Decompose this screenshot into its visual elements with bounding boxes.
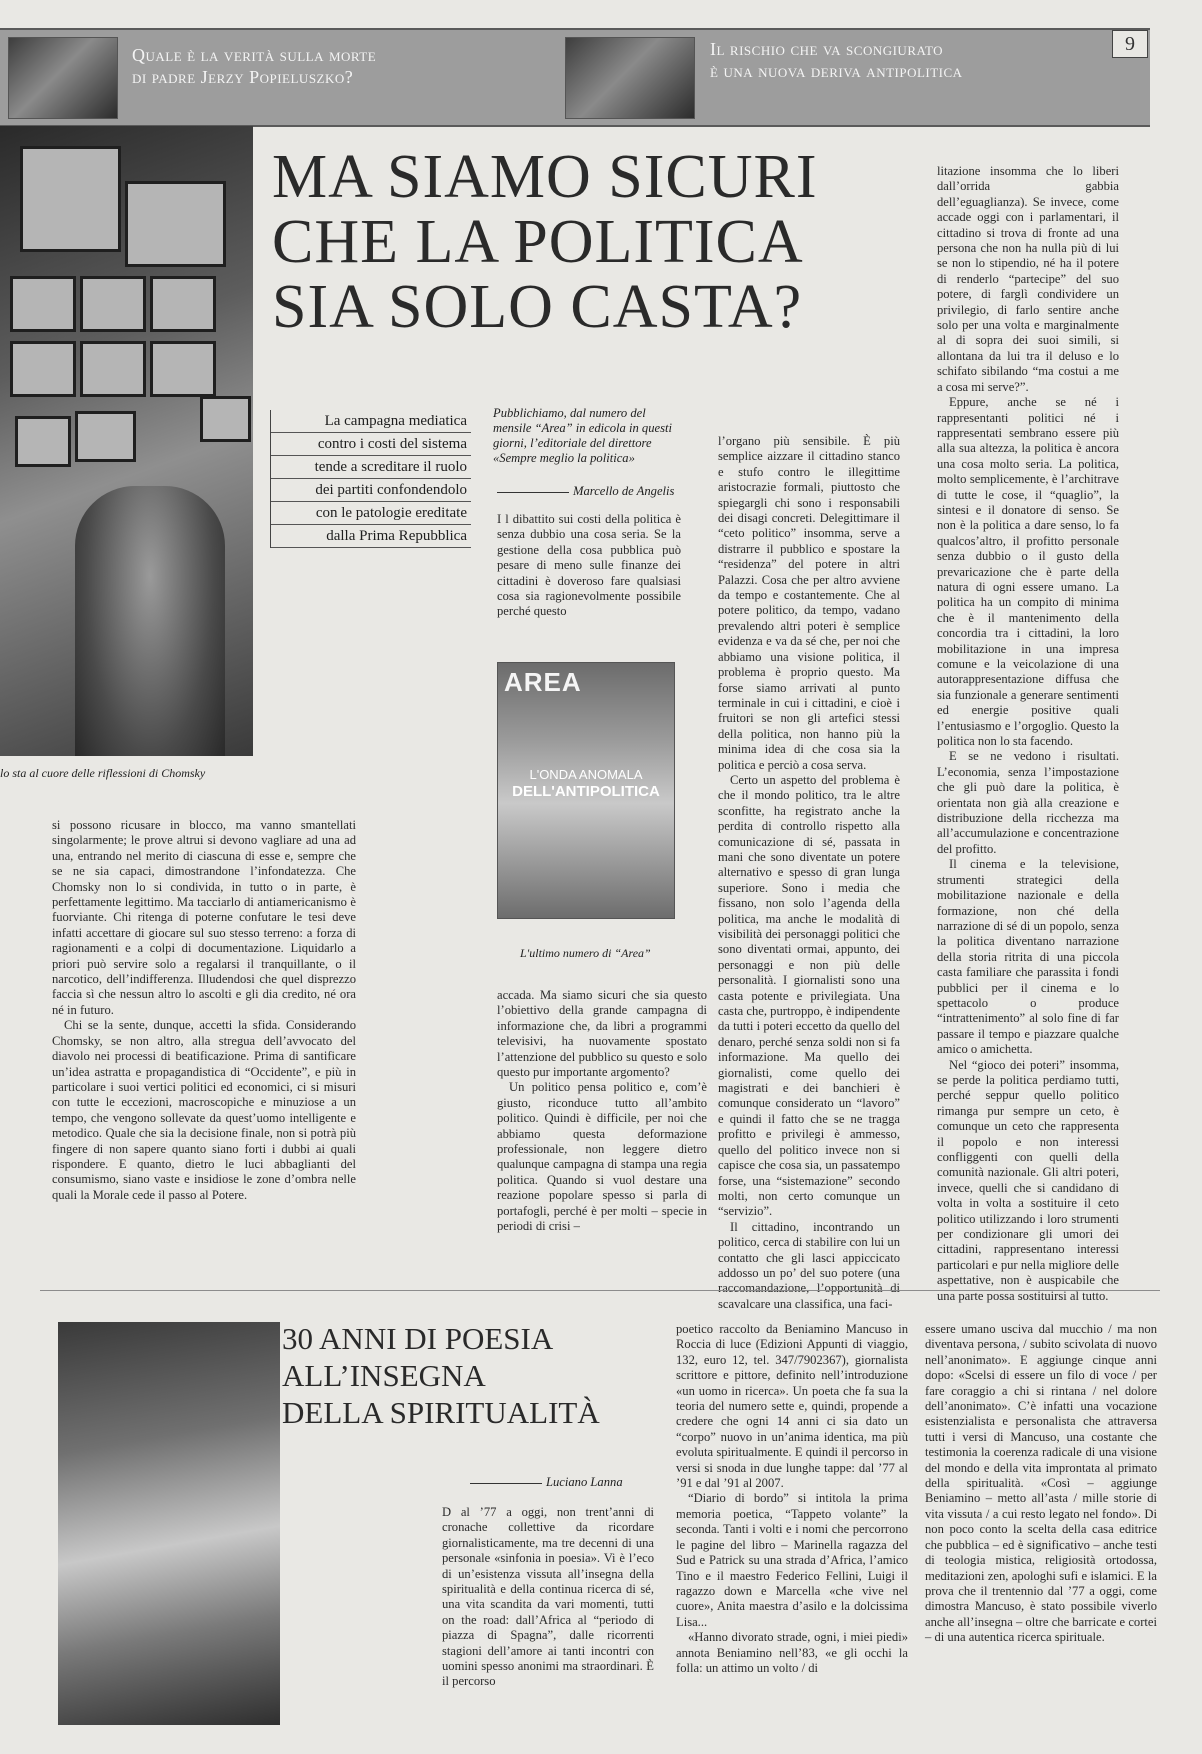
headline-line1: MA SIAMO SICURI (272, 143, 818, 211)
column-1 (52, 818, 356, 1203)
paragraph: “Diario di bordo” si intitola la prima memoria poetica, “Tappeto volante” la seconda. Tanti i volti e i nomi che percorrono le pagine del libro – Marinella ragazza del Sud e Patrick su una strada d’Africa, l’amico Tino e il maestro Federico Fellini, Luigi il ragazzo down e Marcella «che vive nel cuore», Anita maestra d’asilo e la dolcissima Lisa... (676, 1491, 908, 1629)
cover-title-line1: L'ONDA ANOMALA (529, 767, 643, 782)
control-room-photo (0, 126, 253, 756)
paragraph: Certo un aspetto del problema è che il mondo politico, tra le altre sconfitte, ha registrato anche la perdita di controllo rispetto alla comunicazione di sé, passata in mani che sono diventate un potere alternativo e spesso di gran lunga superiore. Sono i media che fissano, non solo l’agenda della politica, ma anche le modalità di visibilità dei personaggi politici che sono diventati ormai, appunto, dei personaggi e non più delle personalità. I giornalisti sono una casta potente e privilegiata. Una casta che, purtroppo, è indipendente da tutti i poteri eccetto da quello del denaro, perché senza soldi non si fa informazione. Ma quello dei giornalisti, come quello dei magistrati e dei banchieri è comunque considerato un “lavoro” e quindi il fatto che se ne tragga profitto e privilegi è ammesso, quello del politico invece non si capisce che cosa sia, un passatempo forse, una “sistemazione” secondo molti, non certo comunque un “servizio”. (718, 772, 900, 1219)
article-kicker (270, 410, 471, 548)
page-header-band (0, 28, 1150, 127)
poetry-byline: Luciano Lanna (470, 1475, 623, 1490)
teaser-right-line2: è una nuova deriva antipolitica (710, 61, 963, 81)
paragraph: si possono ricusare in blocco, ma vanno smantellati singolarmente; le prove altrui si devono vagliare ad una ad una, entrando nel merito di ciascuna di esse e, sempre che se ne sia capaci, dimostrandone l’infondatezza. Che Chomsky non lo si condivida, in tutto o in parte, è perfettamente legittimo. Ma tacciarlo di antiamericanismo è fuorviante. Chi ritenga di poterne confutare le tesi deve infatti accettare di giocare sul suo stesso terreno: a forza di ragionamenti e a colpi di documentazione. Liquidarlo a priori può servire solo a regalarsi il tranquillante, o il narcotico, dell’indifferenza. Illudendosi che quel disprezzo faccia sì che nessun altro lo ascolti e gli dia credito, né ora né in futuro. (52, 818, 356, 1017)
poetry-column-1 (442, 1505, 654, 1690)
paragraph: accada. Ma siamo sicuri che sia questo l’obiettivo della grande campagna di informazione che, da libri a programmi televisivi, ha nuovamente spostato l’attenzione del pubblico su questo e solo questo pur importante argomento? (497, 988, 707, 1080)
teaser-right-line1: Il rischio che va scongiurato (710, 39, 944, 59)
headline-line2: CHE LA POLITICA (272, 208, 804, 276)
hands-photo (58, 1322, 280, 1725)
paragraph: litazione insomma che lo liberi dall’orrida gabbia dell’eguaglianza). Se invece, come accade oggi con i parlamentari, il cittadino si trova di fronte ad una persona che non ha nulla più di lui se non lo stipendio, né ha il potere di renderlo “partecipe” del suo potere, di farglì condividere un privilegio, di farlo sentire anche solo per una volta e marginalmente al di sopra dei suoi simili, si allontana da lui tra il deluso e lo schifato sibilando “ma costui a me a cosa mi serve?”. (937, 164, 1119, 394)
column-2-bottom (497, 988, 707, 1235)
photo-caption: lo sta al cuore delle riflessioni di Chomsky (0, 766, 206, 780)
portrait-thumbnail (8, 37, 118, 119)
column-2-top (497, 512, 681, 620)
article-byline: Marcello de Angelis (497, 484, 674, 499)
paragraph: D al ’77 a oggi, non trent’anni di cronache collettive da ricordare giornalisticamente, ma tre decenni di una personale «sinfonia in poesia». Vi è l’eco di un’esistenza vissuta all’insegna della spiritualità e della continua ricerca di sé, una vita scandita da vari momenti, tutti on the road: dall’Africa al “periodo di piazza di Spagna”, dalle ricorrenti stagioni dell’amore ai tanti incontri con uomini spesso anonimi ma straordinari. È il percorso (442, 1505, 654, 1689)
paragraph: l’organo più sensibile. È più semplice aizzare il cittadino stanco e stufo contro le illegittime aristocrazie formali, piuttosto che spiegargli chi sono i responsabili dei disagi concreti. Delegittimare il “ceto politico” insomma, serve a distrarre il pubblico e spostare la “residenza” del potere in altri Palazzi. Cosa che per altro avviene da tempo e costantemente. Che al potere politico, da tempo, vadano prevalendo altri poteri è semplice evidenza e va da sé che, per noi che abbiamo una visione politica, il problema è proprio questo. Ma forse siamo arrivati al punto terminale in cui i cittadini, e cioè i fruitori se non gli artefici stessi della politica, non hanno più la minima idea di che cosa sia la politica e perciò a cosa serva. (718, 434, 900, 772)
section-divider (40, 1290, 1160, 1291)
paragraph: Nel “gioco dei poteri” insomma, se perde la politica perdiamo tutti, perché seppur quello politico rimanga pur sempre un ceto, è comunque un ceto che rappresenta il popolo e non interessi confliggenti con quelli della comunità nazionale. Gli altri poteri, invece, quelli che si candidano di volta in volta a sostituire il ceto politico utilizzando i loro strumenti per condizionare gli umori dei cittadini, rappresentano interessi particolari e pur nella migliore delle aspettative, non è auspicabile che una parte possa sostituirsi al tutto. (937, 1057, 1119, 1303)
kicker-line: contro i costi del sistema (271, 433, 471, 456)
paragraph: Il cinema e la televisione, strumenti strategici della mobilitazione nazionale e della formazione, non ché della narrazione di sé di un popolo, senza la politica diventano narrazione della storia ritrita di una piccola casta familiare che parassita i fondi pubblici per il cinema e lo spettacolo o produce “intrattenimento” al solo fine di far passare il tempo e piazzare qualche amico o amichetta. (937, 857, 1119, 1057)
teaser-right[interactable] (710, 38, 1090, 82)
paragraph: «Hanno divorato strade, ogni, i miei piedi» annota Beniamino nell’83, «e gli occhi la folla: un attimo un volto / di (676, 1630, 908, 1675)
paragraph: Chi se la sente, dunque, accetti la sfida. Considerando Chomsky, se non altro, alla stregua dell’avvocato del diavolo nei processi di beatificazione. Prima di santificare un’idea astratta e propagandistica di “Occidente”, e più in particolare i suoi vertici politici ed economici, ci si misuri con tutte le eccezioni, macroscopiche e minuziose a un tempo, che vengono sollevate da quest’uomo intelligente e metodico. Quale che sia la decisione finale, non si potrà più fingere di non sapere quanto siano forti i dubbi ai quali rispondere. E quanto, dietro le luci abbaglianti del consumismo, siano vaste e insidiose le zone d’ombra nelle quali la Morale cede il passo al Potere. (52, 1018, 356, 1202)
paragraph: I l dibattito sui costi della politica è senza dubbio una cosa seria. Se la gestione della cosa pubblica può pesare di meno sulle finanze dei cittadini è doveroso fare qualsiasi cosa sia ragionevolmente possibile perché questo (497, 512, 681, 619)
paragraph: Un politico pensa politico e, com’è giusto, riconduce tutto all’ambito politico. Quindi è difficile, per noi che abbiamo questa deformazione professionale, non leggere dietro qualunque campagna di stampa una regia politica. Quando si vuol destare una reazione popolare spesso si parla di portafogli, perché è per molti – specie in periodi di crisi – (497, 1080, 707, 1234)
cover-brand: AREA (504, 667, 582, 697)
poetry-column-3 (925, 1322, 1157, 1646)
kicker-line: La campagna mediatica (271, 410, 471, 433)
paragraph: essere umano usciva dal mucchio / ma non diventava persona, / subito scivolata di nuovo nell’anonimato». E aggiunge cinque anni dopo: «Scelsi di essere un filo di voce / per fare coraggio a chi si rintana / nel dolore dell’anonimato». C’è infatti una vocazione esistenzialista e personalista che attraversa tutti i versi di Mancuso, una costante che testimonia la coerenza radicale di una visione del mondo e della vita improntata al primato della spiritualità. «Così – aggiunge Beniamino – metto all’asta / mille storie di vita vissuta / a cui resto legato nel fondo». Di non poco conto la scelta della casa editrice che pubblica – ed è significativo – anche testi di teologia mistica, religiosità ortodossa, meditazioni zen, apologhi sufi e islamici. E la prova che il trentennio dal ’77 a oggi, come dimostra Mancuso, è stato possibile viverlo anche all’insegna – oltre che barricate e cortei – di una autentica ricerca spirituale. (925, 1322, 1157, 1645)
paragraph: Eppure, anche se né i rappresentanti politici né i rappresentati sembrano essere più alla sua altezza, la politica è ancora una cosa molto seria. La politica, molto semplicemente, è l’architrave di tutte le cose, il “quaglio”, la sintesi e il donatore di senso. Se non è la politica a dare senso, lo fa qualcos’altro, il profitto personale senza dubbio o il gusto della prevaricazione che è parte della natura di ogni essere umano. La politica ha un compito di minima che è il mantenimento della concordia tra i cittadini, la loro mobilitazione in una impresa comune e la veicolazione di una autorappresentazione diffusa che sia funzionale a generare sentimenti ed energie positive quali l’entusiasmo e l’orgoglio. Questo la politica non lo sta facendo. (937, 395, 1119, 749)
column-3 (718, 434, 900, 1312)
teaser-left[interactable] (132, 44, 472, 88)
cover-title-line2: DELL'ANTIPOLITICA (512, 783, 660, 800)
paragraph: poetico raccolto da Beniamino Mancuso in Roccia di luce (Edizioni Appunti di viaggio, 132, euro 12, tel. 347/7902367), giornalista scrittore e pittore, definito nell’introduzione «un uomo in ricerca». Un poeta che fa sua la teoria del numero sette e, quindi, propende a credere che ogni 14 anni ci sia dato un “corpo” nuovo in un’anima identica, ma più evoluta spiritualmente. E quindi il percorso in versi si snoda in due lunghe tappe: dal ’77 al ’91 e dal ’91 al 2007. (676, 1322, 908, 1491)
poetry-headline (282, 1320, 642, 1431)
poetry-headline-line2: ALL’INSEGNA (282, 1358, 486, 1393)
poetry-headline-line1: 30 ANNI DI POESIA (282, 1321, 554, 1356)
area-magazine-cover (497, 662, 675, 919)
kicker-line: con le patologie ereditate (271, 502, 471, 525)
column-4 (937, 164, 1119, 1304)
poetry-column-2 (676, 1322, 908, 1676)
page-number: 9 (1112, 30, 1148, 58)
kicker-line: dalla Prima Repubblica (271, 525, 471, 548)
poetry-headline-line3: DELLA SPIRITUALITÀ (282, 1395, 600, 1430)
kicker-line: dei partiti confondendolo (271, 479, 471, 502)
cover-caption: L'ultimo numero di “Area” (520, 946, 651, 960)
headline-line3: SIA SOLO CASTA? (272, 273, 803, 341)
teaser-left-line1: Quale è la verità sulla morte (132, 45, 377, 65)
paragraph: Il cittadino, incontrando un politico, cerca di stabilire con lui un contatto che gli lasci appiccicato addosso un po’ del suo potere (una raccomandazione, l’opportunità di scavalcare una classifica, una faci- (718, 1219, 900, 1311)
parliament-thumbnail (565, 37, 695, 119)
paragraph: E se ne vedono i risultati. L’economia, senza l’impostazione che gli può dare la politica, è orientata non già alla creazione e distribuzione della ricchezza ma all’accumulazione e concentrazione del profitto. (937, 749, 1119, 856)
article-intro: Pubblichiamo, dal numero del mensile “Area” in edicola in questi giorni, l’editoriale del direttore «Sempre meglio la politica» (493, 406, 672, 465)
article-headline (272, 145, 922, 340)
kicker-line: tende a screditare il ruolo (271, 456, 471, 479)
teaser-left-line2: di padre Jerzy Popieluszko? (132, 67, 354, 87)
